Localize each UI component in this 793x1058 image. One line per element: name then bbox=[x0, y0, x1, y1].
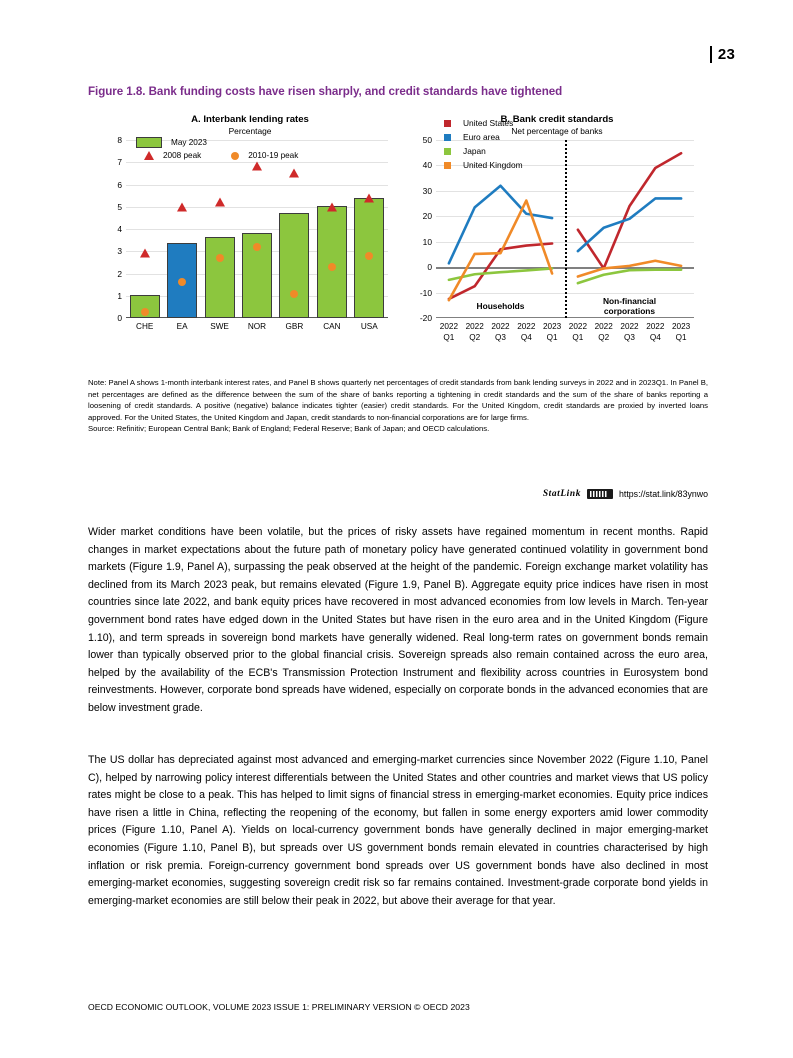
panel-a-subtitle: Percentage bbox=[228, 126, 272, 136]
legend-label-united-states: United States bbox=[463, 118, 514, 128]
y-axis-tick-label: 5 bbox=[117, 201, 122, 212]
panel-b-subtitle: Net percentage of banks bbox=[511, 126, 603, 136]
figure-note bbox=[88, 377, 708, 435]
statlink-barcode-icon bbox=[587, 489, 613, 499]
panel-b-legend bbox=[444, 116, 523, 172]
triangle-marker-icon bbox=[140, 249, 150, 258]
circle-marker-icon bbox=[178, 278, 186, 286]
x-axis-tick-label: 2022 Q1 bbox=[568, 322, 587, 342]
legend-row-may-2023 bbox=[136, 136, 298, 149]
legend-label-euro-area: Euro area bbox=[463, 132, 500, 142]
x-axis-tick-label: 2022 Q4 bbox=[646, 322, 665, 342]
y-axis-tick-label: 6 bbox=[117, 179, 122, 190]
note-text: Note: Panel A shows 1-month interbank interest rates, and Panel B shows quarterly net percentages of credit standards from bank lending surveys in 2022 and in 2023Q1. In Panel B, net percentages are defined as the difference between the sum of the share of banks reporting a tightening in credit standards and the sum of the share of banks reporting a loosening of credit standards. A positive (negative) balance indicates tighter (easier) credit standards. For the United Kingdom, credit standards are proxied by inverted loans approved. For the United States, the United Kingdom and Japan, credit standards to non-financial corporations are for large firms. bbox=[88, 378, 708, 422]
y-axis-tick-label: 7 bbox=[117, 157, 122, 168]
bar bbox=[205, 237, 235, 318]
x-axis-tick-label: CHE bbox=[136, 322, 154, 331]
statlink-url[interactable]: https://stat.link/83ynwo bbox=[619, 489, 708, 499]
y-axis-tick-label: 40 bbox=[422, 160, 432, 171]
legend-row-peaks bbox=[136, 149, 298, 162]
panel-a-title: A. Interbank lending rates bbox=[191, 114, 309, 125]
y-axis-tick-label: 20 bbox=[422, 211, 432, 222]
triangle-marker-icon bbox=[215, 197, 225, 206]
legend-label-united-kingdom: United Kingdom bbox=[463, 160, 523, 170]
body-paragraph-1: Wider market conditions have been volatile, but the prices of risky assets have regained momentum in recent months. Rapid changes in market expectations about the future path of monetary policy have generated continued volatility in government bond markets (Figure 1.9, Panel A), surpassing the peak observed at the height of the pandemic. Foreign exchange market volatility has declined from its March 2023 peak, but remains elevated (Figure 1.9, Panel B). Aggregate equity price indices have risen in most countries since late 2022, and bank equity prices have recovered in most advanced economies from low levels in March. Ten-year government bond rates have edged down in the United States but have risen in the euro area and in the United Kingdom (Figure 1.10), and term spreads in sovereign bond markets have generally widened. Real long-term rates on government bonds remain lower than typically observed prior to the global financial crisis. Sovereign spreads also remain contained across the euro area, helped by the availability of the ECB's Transmission Protection Instrument and flexibility across countries in Eurosystem bond reinvestments. However, corporate bond spreads have widened, especially on corporate bonds in the advanced economies that are below investment grade. bbox=[88, 526, 708, 714]
gridline bbox=[126, 229, 388, 230]
circle-marker-icon bbox=[253, 243, 261, 251]
circle-marker-icon bbox=[290, 290, 298, 298]
bar bbox=[317, 206, 347, 318]
y-axis-tick-label: 30 bbox=[422, 185, 432, 196]
y-axis-tick-label: 3 bbox=[117, 246, 122, 257]
circle-marker-icon bbox=[365, 252, 373, 260]
panel-a-plot bbox=[117, 135, 388, 331]
legend-group-2010-19-peak bbox=[231, 151, 298, 160]
body-paragraph-2: The US dollar has depreciated against most advanced and emerging-market currencies since November 2022 (Figure 1.10, Panel C), helped by narrowing policy interest differentials between the United States and other countries and market views that US policy rates might be close to a peak. This has helped to limit signs of financial stress in emerging-market economies. Equity price indices have risen a little in China, reflecting the reopening of the economy, but fallen in some energy exporters amid lower commodity prices (Figure 1.10, Panel A). Yields on local-currency government bonds have generally declined in major emerging-market economies (Figure 1.10, Panel B), but spreads over US government bonds remain elevated in countries characterised by high inflation or risk premia. Foreign-currency government bond spreads over US government bonds have also declined in most emerging-market economies, suggesting sovereign credit risk so far remains contained. Investment-grade corporate bond yields in emerging-market economies are still below their peak in 2022, but above their average for that year. bbox=[88, 754, 708, 907]
circle-marker-icon bbox=[328, 263, 336, 271]
page-footer: OECD ECONOMIC OUTLOOK, VOLUME 2023 ISSUE 1: PRELIMINARY VERSION © OECD 2023 bbox=[88, 1002, 470, 1012]
x-axis-tick-label: GBR bbox=[285, 322, 304, 331]
x-axis-tick-label: 2022 Q3 bbox=[491, 322, 510, 342]
y-axis-tick-label: 1 bbox=[117, 290, 122, 301]
legend-group-2008-peak bbox=[136, 151, 201, 160]
panel-b-bank-credit-standards bbox=[406, 114, 708, 364]
legend-row-euro-area bbox=[444, 130, 523, 144]
body-paragraph-2-wrap bbox=[88, 752, 708, 927]
circle-marker-icon bbox=[216, 254, 224, 262]
page-number: 23 bbox=[717, 46, 735, 63]
series-line bbox=[578, 153, 681, 268]
triangle-marker-icon bbox=[289, 168, 299, 177]
panel-a-interbank-lending-rates bbox=[100, 114, 400, 364]
triangle-marker-icon bbox=[252, 162, 262, 171]
circle-marker-icon bbox=[141, 308, 149, 316]
legend-row-united-kingdom bbox=[444, 158, 523, 172]
circle-marker-icon bbox=[231, 152, 239, 160]
color-swatch-icon bbox=[444, 148, 451, 155]
legend-row-japan bbox=[444, 144, 523, 158]
color-swatch-icon bbox=[444, 162, 451, 169]
x-axis-tick-label: 2022 Q1 bbox=[439, 322, 458, 342]
triangle-marker-icon bbox=[327, 203, 337, 212]
statlink-row bbox=[88, 489, 708, 499]
gridline bbox=[126, 185, 388, 186]
x-axis-tick-label: 2022 Q2 bbox=[594, 322, 613, 342]
y-axis-tick-label: 8 bbox=[117, 135, 122, 145]
y-axis-tick-label: 0 bbox=[427, 262, 432, 273]
y-axis-tick-label: 0 bbox=[117, 313, 122, 323]
gridline bbox=[126, 207, 388, 208]
page-header-rule bbox=[710, 46, 712, 63]
bar-swatch-icon bbox=[136, 137, 162, 148]
y-axis-tick-label: -20 bbox=[419, 313, 432, 323]
y-axis-tick-label: 10 bbox=[422, 236, 432, 247]
y-axis-tick-label: 4 bbox=[117, 224, 122, 234]
x-axis-tick-label: 2022 Q2 bbox=[465, 322, 484, 342]
figure-title: Figure 1.8. Bank funding costs have risen sharply, and credit standards have tightened bbox=[88, 85, 563, 98]
bar bbox=[279, 213, 309, 318]
group-label-non-financial-corporations: Non-financial corporations bbox=[602, 296, 657, 317]
triangle-marker-icon bbox=[364, 193, 374, 202]
color-swatch-icon bbox=[444, 134, 451, 141]
y-axis-tick-label: 50 bbox=[422, 135, 432, 145]
x-axis-tick-label: EA bbox=[176, 322, 188, 331]
legend-label-japan: Japan bbox=[463, 146, 486, 156]
note-source: Source: Refinitiv; European Central Bank; Bank of England; Federal Reserve; Bank of Japan; and OECD calculations. bbox=[88, 424, 490, 434]
legend-row-united-states bbox=[444, 116, 523, 130]
x-axis-tick-label: USA bbox=[360, 322, 378, 331]
legend-label-may-2023: May 2023 bbox=[171, 138, 207, 147]
color-swatch-icon bbox=[444, 120, 451, 127]
legend-label-2010-19-peak: 2010-19 peak bbox=[248, 151, 299, 160]
statlink-label: StatLink bbox=[542, 489, 581, 499]
y-axis-tick-label: 2 bbox=[117, 268, 122, 279]
figure-1-8 bbox=[88, 114, 708, 364]
x-axis-tick-label: NOR bbox=[247, 322, 267, 331]
page-header bbox=[710, 46, 735, 63]
x-axis-tick-label: 2023 Q1 bbox=[542, 322, 562, 342]
panel-a-legend bbox=[136, 136, 298, 162]
body-paragraph-1-wrap bbox=[88, 524, 708, 735]
x-axis-tick-label: 2023 Q1 bbox=[671, 322, 691, 342]
legend-label-2008-peak: 2008 peak bbox=[163, 151, 202, 160]
triangle-marker-icon bbox=[177, 202, 187, 211]
x-axis-tick-label: 2022 Q3 bbox=[620, 322, 639, 342]
group-label-households: Households bbox=[476, 301, 525, 312]
x-axis-tick-label: CAN bbox=[323, 322, 341, 331]
x-axis-tick-label: 2022 Q4 bbox=[517, 322, 536, 342]
y-axis-tick-label: -10 bbox=[419, 287, 432, 298]
x-axis-tick-label: SWE bbox=[210, 322, 229, 331]
panel-b-title: B. Bank credit standards bbox=[500, 114, 614, 125]
triangle-marker-icon bbox=[144, 151, 154, 160]
